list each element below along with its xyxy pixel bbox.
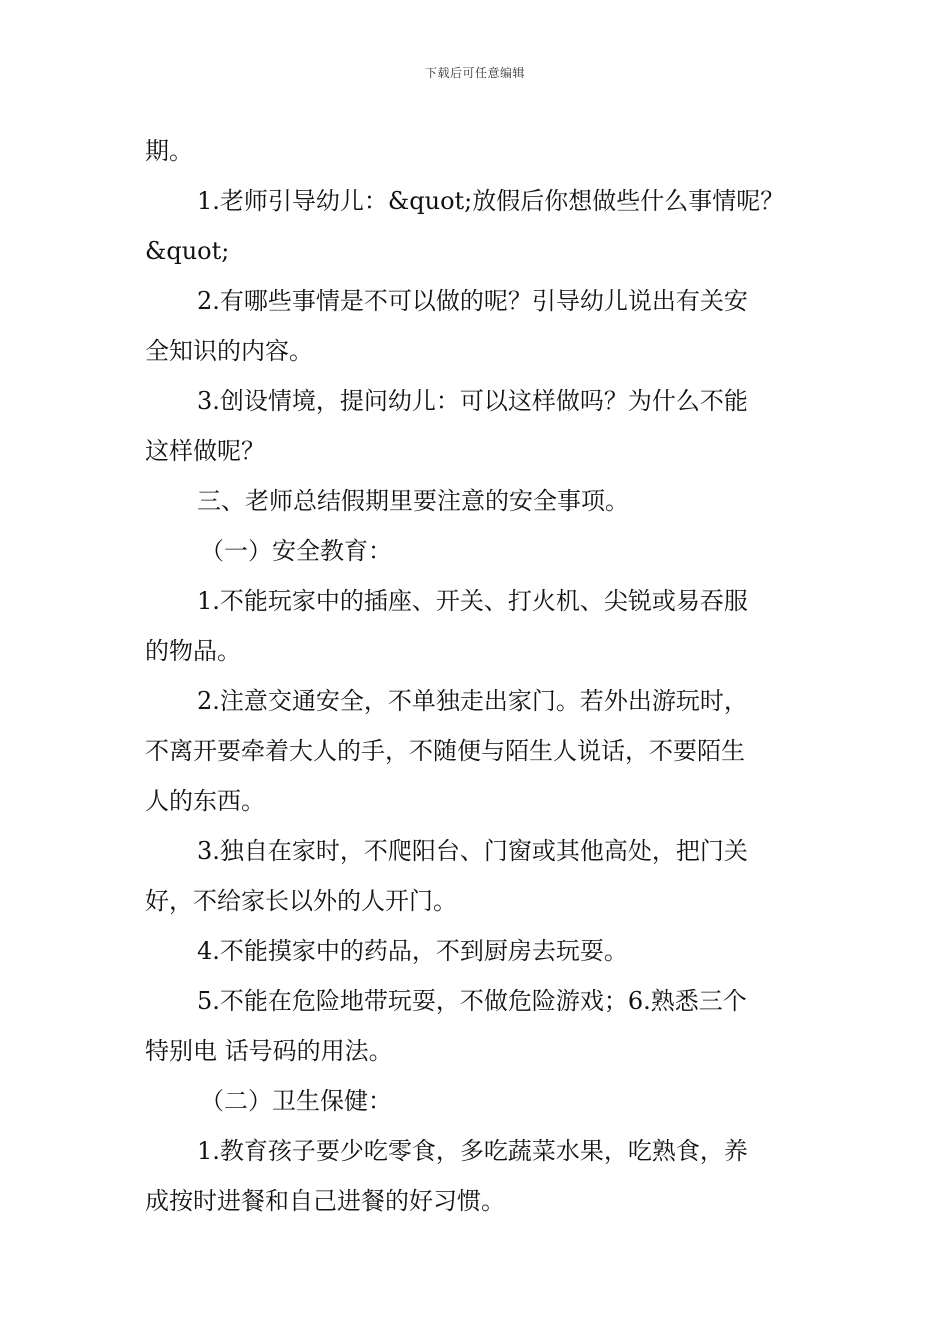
paragraph-line: 2.注意交通安全，不单独走出家门。若外出游玩时， bbox=[197, 687, 748, 715]
subsection-heading: （二）卫生保健： bbox=[200, 1087, 392, 1115]
paragraph-line: 5.不能在危险地带玩耍，不做危险游戏；6.熟悉三个 bbox=[197, 987, 747, 1015]
paragraph-line: 2.有哪些事情是不可以做的呢？引导幼儿说出有关安 bbox=[197, 287, 748, 315]
paragraph-line: 不离开要牵着大人的手，不随便与陌生人说话，不要陌生 bbox=[145, 737, 745, 765]
subsection-heading: （一）安全教育： bbox=[200, 537, 392, 565]
paragraph-line: 这样做呢？ bbox=[145, 437, 265, 465]
paragraph-line: 3.创设情境，提问幼儿：可以这样做吗？为什么不能 bbox=[197, 387, 748, 415]
paragraph-line: 好，不给家长以外的人开门。 bbox=[145, 887, 457, 915]
paragraph-line: 特别电 话号码的用法。 bbox=[145, 1037, 393, 1065]
section-heading: 三、老师总结假期里要注意的安全事项。 bbox=[197, 487, 629, 515]
paragraph-line: 3.独自在家时，不爬阳台、门窗或其他高处，把门关 bbox=[197, 837, 748, 865]
paragraph-line: 1.不能玩家中的插座、开关、打火机、尖锐或易吞服 bbox=[197, 587, 748, 615]
paragraph-line: 期。 bbox=[145, 137, 193, 165]
document-body bbox=[145, 126, 810, 1226]
paragraph-line: 的物品。 bbox=[145, 637, 241, 665]
paragraph-line: 全知识的内容。 bbox=[145, 337, 313, 365]
paragraph-line: 1.老师引导幼儿：&quot;放假后你想做些什么事情呢？ bbox=[197, 187, 785, 215]
paragraph-line: 1.教育孩子要少吃零食，多吃蔬菜水果，吃熟食，养 bbox=[197, 1137, 748, 1165]
paragraph-line: 成按时进餐和自己进餐的好习惯。 bbox=[145, 1187, 505, 1215]
paragraph-line: 4.不能摸家中的药品，不到厨房去玩耍。 bbox=[197, 937, 628, 965]
paragraph-line: 人的东西。 bbox=[145, 787, 265, 815]
paragraph-line: &quot; bbox=[145, 237, 230, 265]
page-header: 下载后可任意编辑 bbox=[424, 66, 525, 80]
